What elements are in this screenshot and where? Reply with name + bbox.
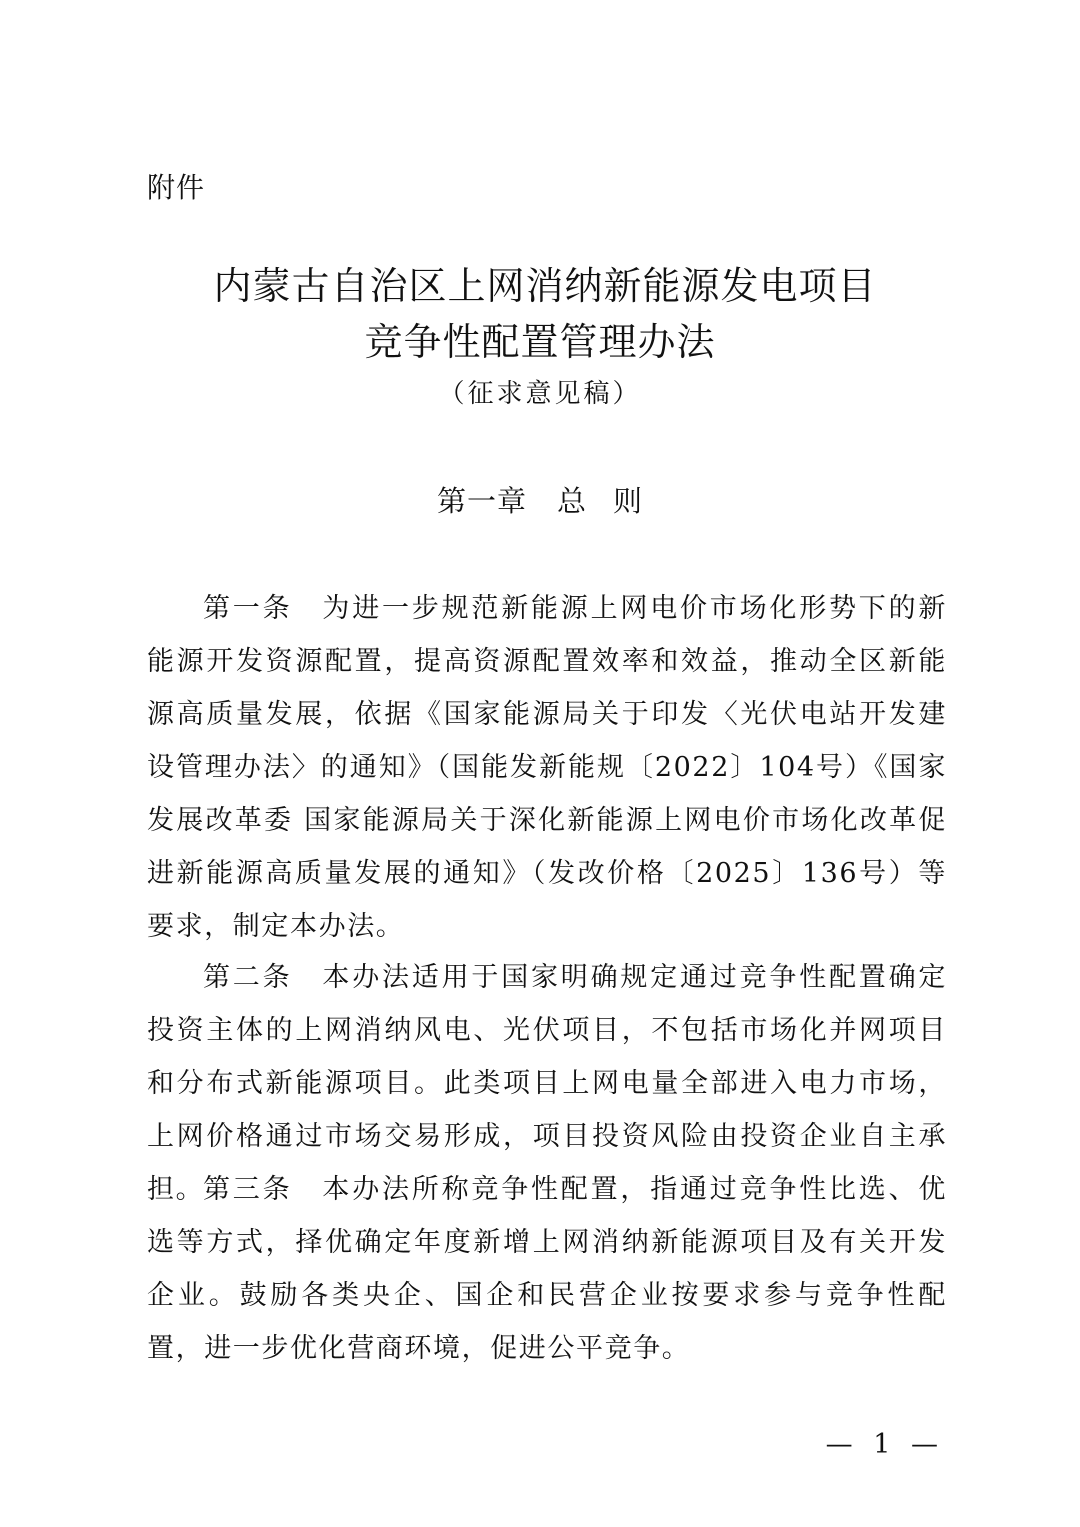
page-number: — 1 —: [825, 1429, 944, 1460]
document-subtitle: （征求意见稿）: [438, 379, 642, 409]
article-1-text: 为进一步规范新能源上网电价市场化形势下的新能源开发资源配置，提高资源配置效率和效益，推动全区新能源高质量发展，依据《国家能源局关于印发〈光伏电站开发建设管理办法〉的通知》（国能发新能规〔2022〕104号）《国家发展改革委 国家能源局关于深化新能源上网电价市场化改革促进新能源高质量发展的通知》（发改价格〔2025〕136号）等要求，制定本办法。: [147, 593, 947, 942]
chapter-name-part-2: 则: [613, 484, 644, 518]
chapter-number: 第一章: [436, 484, 527, 518]
article-2-text: 本办法适用于国家明确规定通过竞争性配置确定投资主体的上网消纳风电、光伏项目，不包括市场化并网项目和分布式新能源项目。此类项目上网电量全部进入电力市场，上网价格通过市场交易形成，项目投资风险由投资企业自主承担。: [147, 962, 947, 1205]
article-1-label: 第一条: [203, 593, 293, 624]
article-2-label: 第二条: [203, 962, 293, 993]
article-3: [147, 1163, 947, 1375]
article-3-label: 第三条: [203, 1174, 293, 1205]
document-title-line-2: 竞争性配置管理办法: [364, 320, 716, 364]
chapter-heading: [0, 478, 1080, 524]
chapter-name-part-1: 总: [556, 484, 587, 518]
article-3-text: 本办法所称竞争性配置，指通过竞争性比选、优选等方式，择优确定年度新增上网消纳新能源项目及有关开发企业。鼓励各类央企、国企和民营企业按要求参与竞争性配置，进一步优化营商环境，促进公平竞争。: [147, 1174, 947, 1364]
document-title-line-1: 内蒙古自治区上网消纳新能源发电项目: [213, 264, 877, 308]
article-1: [147, 582, 947, 953]
attachment-label: 附件: [147, 171, 206, 204]
